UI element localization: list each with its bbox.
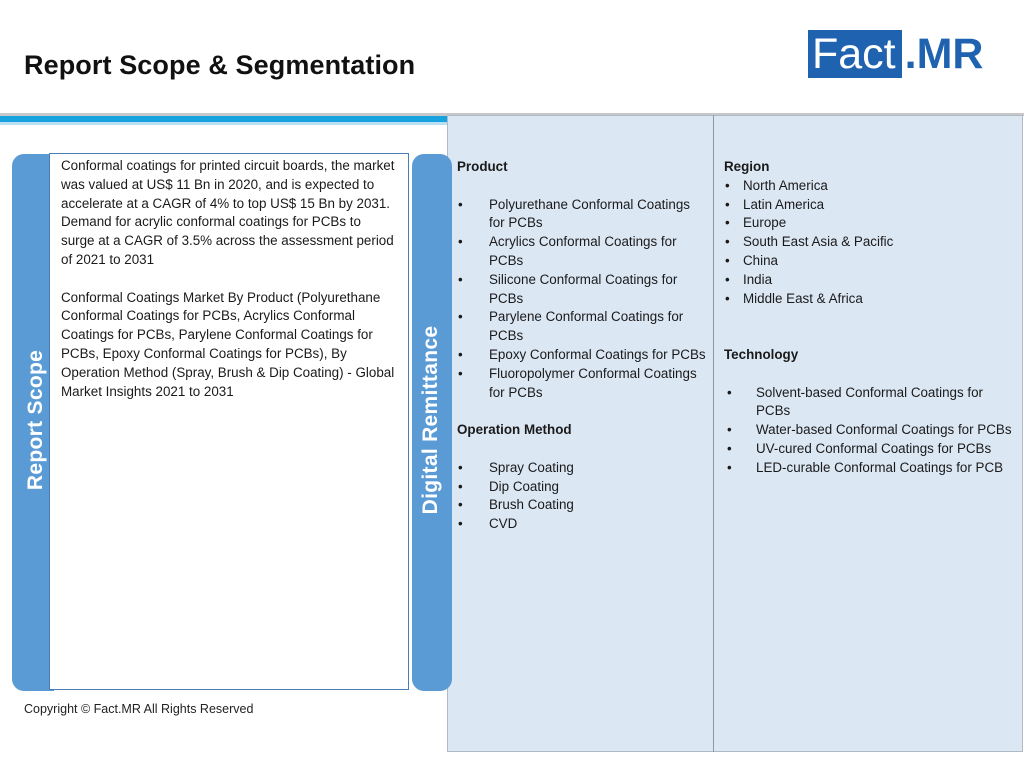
list-item: • South East Asia & Pacific (724, 233, 1016, 252)
logo-box-text: Fact (808, 30, 902, 78)
logo-suffix: .MR (904, 30, 984, 78)
product-list (457, 196, 707, 403)
list-item: • Silicone Conformal Coatings for PCBs (457, 271, 707, 309)
list-item: • Dip Coating (457, 478, 707, 497)
column-divider (713, 115, 714, 752)
list-item: • Parylene Conformal Coatings for PCBs (457, 308, 707, 346)
list-item: • Brush Coating (457, 496, 707, 515)
list-item: • India (724, 271, 1016, 290)
segment-column-right (724, 158, 1016, 478)
report-scope-label: Report Scope (24, 349, 47, 491)
list-item: • Acrylics Conformal Coatings for PCBs (457, 233, 707, 271)
accent-bar-shadow (0, 122, 447, 125)
segment-column-left (457, 158, 707, 534)
list-item: • Polyurethane Conformal Coatings for PCBs (457, 196, 707, 234)
technology-heading: Technology (724, 346, 799, 362)
list-item: • China (724, 252, 1016, 271)
list-item: • North America (724, 177, 1016, 196)
operation-method-heading: Operation Method (457, 422, 572, 438)
list-item: • Spray Coating (457, 459, 707, 478)
report-scope-box (49, 153, 409, 690)
list-item: • Water-based Conformal Coatings for PCBs (724, 421, 1016, 440)
product-heading: Product (457, 159, 508, 174)
list-item: • Solvent-based Conformal Coatings for PCBs (724, 384, 1016, 422)
list-item: • Epoxy Conformal Coatings for PCBs (457, 346, 707, 365)
digital-remittance-label: Digital Remittance (419, 325, 442, 515)
factmr-logo (808, 30, 983, 78)
list-item: • UV-cured Conformal Coatings for PCBs (724, 440, 1016, 459)
operation-method-list (457, 459, 707, 534)
list-item: • Middle East & Africa (724, 290, 1016, 309)
list-item: • Latin America (724, 196, 1016, 215)
scope-paragraph-market: Conformal coatings for printed circuit boards, the market was valued at US$ 11 Bn in 2020, and is expected to accelerate at a CAGR of 4% to top US$ 15 Bn by 2031. Demand for acrylic conformal coatings for PCBs to surge at a CAGR of 3.5% across the assessment period of 2021 to 2031 (61, 158, 395, 267)
list-item: • Fluoropolymer Conformal Coatings for PCBs (457, 365, 707, 403)
region-heading: Region (724, 159, 770, 174)
list-item: • LED-curable Conformal Coatings for PCB (724, 459, 1016, 478)
copyright-notice: Copyright © Fact.MR All Rights Reserved (24, 702, 254, 716)
region-list (724, 177, 1016, 309)
page-title: Report Scope & Segmentation (24, 50, 416, 80)
list-item: • CVD (457, 515, 707, 534)
scope-paragraph-segments: Conformal Coatings Market By Product (Polyurethane Conformal Coatings for PCBs, Acrylics Conformal Coatings for PCBs, Parylene Conformal Coatings for PCBs, Epoxy Conformal Coatings for PCBs), By Operation Method (Spray, Brush & Dip Coating) - Global Market Insights 2021 to 2031 (61, 289, 395, 399)
list-item: • Europe (724, 214, 1016, 233)
technology-list (724, 384, 1016, 478)
